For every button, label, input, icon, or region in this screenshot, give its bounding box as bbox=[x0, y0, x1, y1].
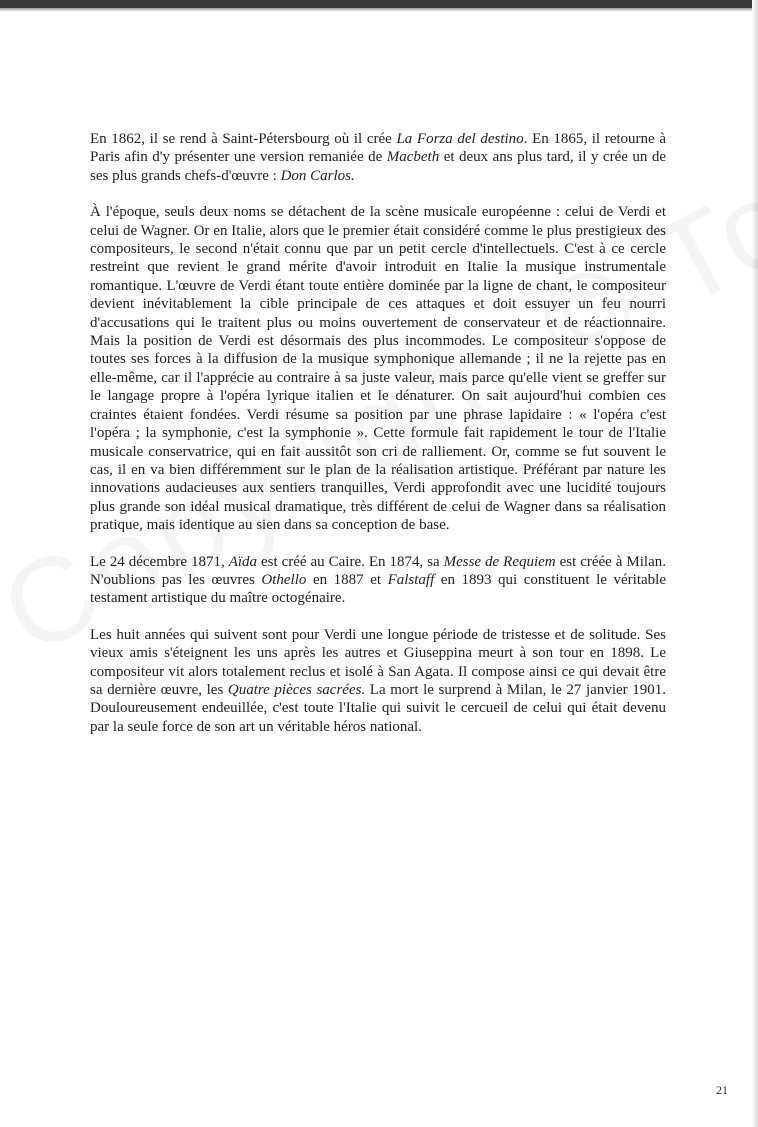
paragraph bbox=[90, 626, 666, 736]
text-run: est créé au Caire. En 1874, sa bbox=[257, 553, 444, 570]
scan-top-border bbox=[0, 0, 758, 8]
paragraph bbox=[90, 553, 666, 608]
text-run: La mort le surprend à Milan, le 27 janvier 1901. Douloureusement endeuillée, c'est toute l'Italie qui suivit le cercueil de celui qui était devenu par la seule force de son art un véritable héros national. bbox=[90, 681, 666, 735]
text-run: est créée à Milan. N'oublions pas les œuvres bbox=[90, 553, 666, 588]
text-run: Le 24 décembre 1871, bbox=[90, 553, 229, 570]
paragraph bbox=[90, 130, 666, 185]
work-title: Don Carlos. bbox=[280, 167, 355, 184]
work-title: Falstaff bbox=[387, 571, 435, 588]
work-title: Quatre pièces sacrées. bbox=[227, 681, 366, 698]
scan-right-edge bbox=[752, 0, 758, 1127]
page-number: 21 bbox=[716, 1083, 728, 1097]
work-title: Messe de Requiem bbox=[443, 553, 556, 570]
work-title: Othello bbox=[261, 571, 307, 588]
text-run: en 1893 qui constituent le véritable testament artistique du maître octogénaire. bbox=[90, 571, 666, 607]
text-run: et deux ans plus tard, il y crée un de ses plus grands chefs-d'œuvre : bbox=[90, 149, 666, 184]
work-title: Macbeth bbox=[386, 149, 440, 166]
paragraph bbox=[90, 203, 666, 534]
text-run: Les huit années qui suivent sont pour Verdi une longue période de tristesse et de solitude. Ses vieux amis s'éteignent les uns après les autres et Giuseppina meurt à son tour en 1898. Le compositeur vit alors totalement reclus et isolé à San Agata. Il compose ainsi ce qui devait être sa dernière œuvre, les bbox=[90, 626, 666, 698]
text-run: À l'époque, seuls deux noms se détachent de la scène musicale européenne : celui de Verdi et celui de Wagner. Or en Italie, alors que le premier était considéré comme le plus prestigieux des compositeurs, le second n'était connu que par un petit cercle d'intellectuels. C'est à ce cercle restreint que revient le grand mérite d'avoir introduit en Italie la musique instrumentale romantique. L'œuvre de Verdi étant toute entière dominée par la ligne de chant, le compositeur devient inévitablement la cible principale de ces attaques et doit essuyer un feu nourri d'accusations qui le traitent plus ou moins ouvertement de conservateur et de réactionnaire. Mais la position de Verdi est désormais des plus incommodes. Le compositeur s'oppose de toutes ses forces à la diffusion de la musique symphonique allemande ; il ne la rejette pas en elle-même, car il l'apprécie au contraire à sa juste valeur, mais parce qu'elle vient se greffer sur le langage propre à l'opéra lyrique italien et le dénaturer. On sait aujourd'hui combien ces craintes étaient fondées. Verdi résume sa position par une phrase lapidaire : « l'opéra c'est l'opéra ; la symphonie, c'est la symphonie ». Cette formule fait rapidement le tour de l'Italie musicale conservatrice, qui en fait aussitôt son cri de ralliement. Or, comme se fut souvent le cas, il en va bien différemment sur le plan de la réalisation artistique. Préférant par nature les innovations audacieuses aux sentiers tranquilles, Verdi approfondit avec une lucidité toujours plus grande son idéal musical dramatique, très différent de celui de Wagner dans sa réalisation pratique, mais identique au sien dans sa conception de base. bbox=[90, 204, 666, 534]
text-run: En 1862, il se rend à Saint-Pétersbourg où il crée bbox=[90, 131, 397, 147]
text-run: . En 1865, il retourne à Paris afin d'y présenter une version remaniée de bbox=[90, 131, 666, 166]
text-run: en 1887 et bbox=[306, 571, 388, 588]
work-title: Aïda bbox=[228, 553, 258, 570]
work-title: La Forza del destino bbox=[396, 131, 524, 147]
page-body bbox=[90, 130, 666, 754]
